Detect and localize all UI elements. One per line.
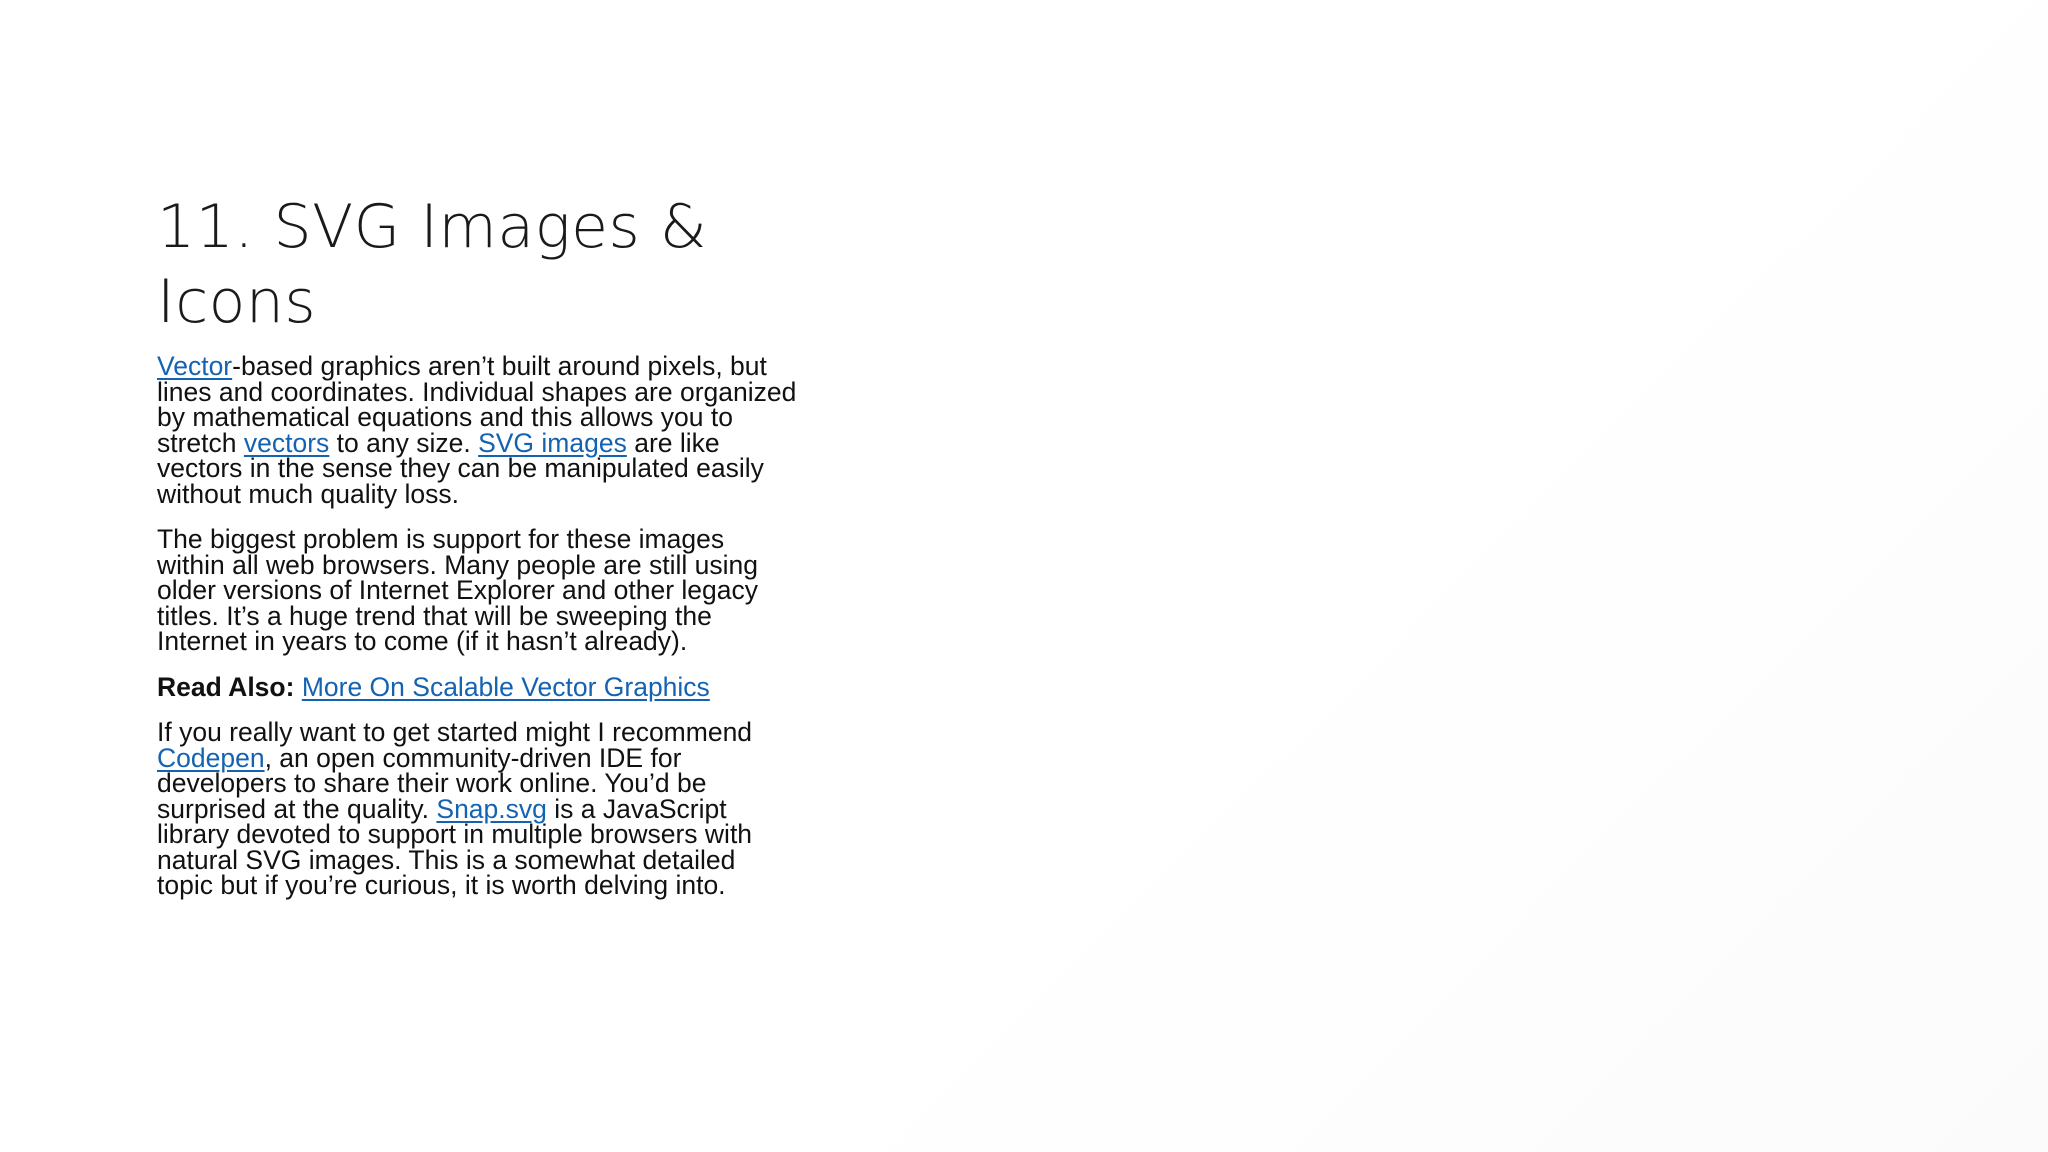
paragraph-vector-intro xyxy=(157,351,797,509)
paragraph-get-started xyxy=(157,717,797,900)
vector-link[interactable]: Vector xyxy=(157,351,233,381)
vector-intro-text-3: are like vectors in the sense they can be manipulated easily without much quality loss. xyxy=(157,427,764,509)
vector-intro-text-2: to any size. xyxy=(329,427,479,458)
svg-images-link[interactable]: SVG images xyxy=(478,427,627,458)
get-started-text-3: is a JavaScript library devoted to support in multiple browsers with natural SVG images. This is a somewhat detailed topic but if you’re curious, it is worth delving into. xyxy=(157,793,753,900)
paragraph-browser-support: The biggest problem is support for these images within all web browsers. Many people are still using older versions of Internet Explorer and other legacy titles. It’s a huge trend that will be sweeping the Internet in years to come (if it hasn’t already). xyxy=(157,524,758,656)
paragraph-read-also xyxy=(157,671,797,702)
snapsvg-link[interactable]: Snap.svg xyxy=(436,793,547,824)
read-also-label: Read Also: xyxy=(157,671,295,702)
get-started-text-1: If you really want to get started might I recommend xyxy=(157,717,753,747)
get-started-text-2: , an open community-driven IDE for developers to share their work online. You’d be surprised at the quality. xyxy=(157,742,707,824)
codepen-link[interactable]: Codepen xyxy=(157,742,265,773)
vector-intro-text-1: -based graphics aren’t built around pixels, but lines and coordinates. Individual shapes are organized by mathematical equations and this allows you to stretch xyxy=(157,351,797,458)
slide-content xyxy=(157,190,797,919)
read-also-space xyxy=(294,672,301,702)
vectors-link[interactable]: vectors xyxy=(243,427,330,458)
read-also-link[interactable]: More On Scalable Vector Graphics xyxy=(301,671,710,702)
slide-title: 11. SVG Images & Icons xyxy=(157,192,708,337)
